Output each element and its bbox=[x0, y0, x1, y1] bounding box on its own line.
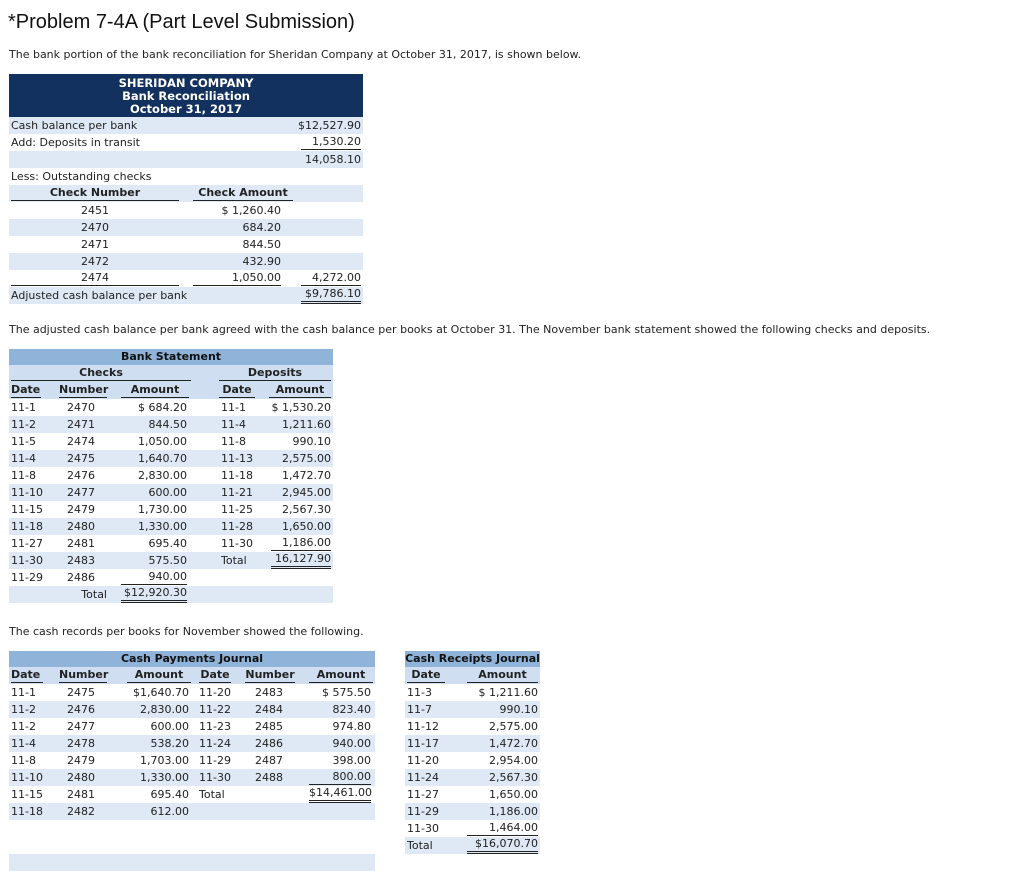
check-number: 2451 bbox=[81, 204, 109, 217]
table-row bbox=[405, 786, 540, 803]
check-amount: 695.40 bbox=[148, 537, 187, 550]
deposit-amount: 2,567.30 bbox=[282, 503, 331, 516]
cash-receipts-journal bbox=[405, 651, 540, 854]
receipt-date: 11-24 bbox=[407, 771, 439, 784]
check-date: 11-10 bbox=[11, 486, 43, 499]
cash-receipts-columns bbox=[405, 667, 540, 684]
table-row bbox=[9, 752, 375, 769]
cpj-date-header-2: Date bbox=[200, 668, 230, 681]
cpj-amount-header: Amount bbox=[127, 667, 191, 683]
check-amount: 575.50 bbox=[148, 554, 187, 567]
check-amount: 2,830.00 bbox=[138, 469, 187, 482]
cash-balance-label: Cash balance per bank bbox=[11, 119, 138, 132]
payment-number: 2485 bbox=[255, 720, 283, 733]
reconciliation-heading: Bank Reconciliation bbox=[122, 89, 250, 103]
cash-payments-rows bbox=[9, 684, 375, 871]
payment-amount: 823.40 bbox=[332, 703, 371, 716]
deposit-amount: 1,472.70 bbox=[282, 469, 331, 482]
table-row bbox=[9, 586, 333, 603]
outstanding-check-row bbox=[9, 270, 363, 287]
deposit-date-header: Date bbox=[219, 382, 255, 398]
subtotal-value: 14,058.10 bbox=[305, 153, 361, 166]
receipts-total: $16,070.70 bbox=[467, 837, 538, 854]
payment-number: 2482 bbox=[67, 805, 95, 818]
check-date: 11-1 bbox=[11, 401, 36, 414]
receipt-date: 11-3 bbox=[407, 686, 432, 699]
crj-amount-header: Amount bbox=[467, 667, 538, 683]
adjusted-label: Adjusted cash balance per bank bbox=[11, 289, 188, 302]
payment-amount: 600.00 bbox=[150, 720, 189, 733]
deposit-date: 11-8 bbox=[221, 435, 246, 448]
table-row bbox=[9, 450, 333, 467]
check-number: 2481 bbox=[67, 537, 95, 550]
table-row bbox=[9, 569, 333, 586]
table-row bbox=[405, 769, 540, 786]
deposits-row bbox=[9, 134, 363, 151]
payment-amount: 1,703.00 bbox=[140, 754, 189, 767]
receipt-amount: 990.10 bbox=[499, 703, 538, 716]
deposit-date: 11-28 bbox=[221, 520, 253, 533]
receipt-amount: 1,472.70 bbox=[489, 737, 538, 750]
deposit-amount: 1,650.00 bbox=[282, 520, 331, 533]
receipt-amount: $ 1,211.60 bbox=[478, 686, 538, 699]
payment-date: 11-2 bbox=[11, 720, 36, 733]
deposit-amount: $ 1,530.20 bbox=[271, 401, 331, 414]
reconciliation-date: October 31, 2017 bbox=[129, 102, 243, 116]
deposit-amount: 1,186.00 bbox=[271, 535, 331, 551]
deposit-date: 11-13 bbox=[221, 452, 253, 465]
receipt-date: 11-12 bbox=[407, 720, 439, 733]
receipt-amount: 2,567.30 bbox=[489, 771, 538, 784]
receipt-date: 11-7 bbox=[407, 703, 432, 716]
cash-receipts-title: Cash Receipts Journal bbox=[405, 652, 540, 665]
payment-amount: 695.40 bbox=[150, 788, 189, 801]
checks-total-label: Total bbox=[81, 588, 107, 601]
check-date-header: Date bbox=[11, 383, 41, 396]
check-number-col-header: Number bbox=[59, 383, 109, 396]
check-number: 2483 bbox=[67, 554, 95, 567]
payment-date: 11-24 bbox=[199, 737, 231, 750]
checks-total: $12,920.30 bbox=[121, 586, 187, 603]
table-row bbox=[9, 484, 333, 501]
check-number-header: Check Number bbox=[11, 185, 179, 201]
outstanding-checks bbox=[9, 202, 363, 287]
check-date: 11-5 bbox=[11, 435, 36, 448]
cpj-date-header: Date bbox=[11, 667, 43, 683]
payment-amount: 940.00 bbox=[332, 737, 371, 750]
payment-number: 2477 bbox=[67, 720, 95, 733]
check-amount: 1,330.00 bbox=[138, 520, 187, 533]
payment-number: 2486 bbox=[255, 737, 283, 750]
check-amount: 1,640.70 bbox=[138, 452, 187, 465]
table-row bbox=[9, 820, 375, 837]
payment-amount: $1,640.70 bbox=[133, 686, 189, 699]
payment-amount: $ 575.50 bbox=[322, 686, 371, 699]
payments-total-label: Total bbox=[199, 788, 225, 801]
table-row bbox=[9, 786, 375, 803]
table-row bbox=[9, 769, 375, 786]
bank-statement-rows bbox=[9, 399, 333, 603]
receipt-date: 11-17 bbox=[407, 737, 439, 750]
check-number: 2475 bbox=[67, 452, 95, 465]
check-date: 11-27 bbox=[11, 537, 43, 550]
deposits-value: 1,530.20 bbox=[301, 134, 361, 150]
payment-number: 2479 bbox=[67, 754, 95, 767]
check-date: 11-8 bbox=[11, 469, 36, 482]
check-date: 11-4 bbox=[11, 452, 36, 465]
outstanding-check-row bbox=[9, 219, 363, 236]
table-row bbox=[9, 837, 375, 854]
less-row bbox=[9, 168, 363, 185]
payment-amount: 800.00 bbox=[309, 769, 371, 785]
check-amount: 844.50 bbox=[242, 238, 281, 251]
deposit-amount: 2,575.00 bbox=[282, 452, 331, 465]
check-number: 2479 bbox=[67, 503, 95, 516]
receipt-date: 11-30 bbox=[407, 822, 439, 835]
table-row bbox=[405, 701, 540, 718]
table-row bbox=[9, 718, 375, 735]
receipt-date: 11-29 bbox=[407, 805, 439, 818]
payment-amount: 612.00 bbox=[150, 805, 189, 818]
receipt-amount: 1,650.00 bbox=[489, 788, 538, 801]
cash-balance-row bbox=[9, 117, 363, 134]
cash-payments-columns bbox=[9, 667, 375, 684]
deposit-date: 11-18 bbox=[221, 469, 253, 482]
deposit-date: 11-25 bbox=[221, 503, 253, 516]
payment-date: 11-18 bbox=[11, 805, 43, 818]
receipt-date: 11-20 bbox=[407, 754, 439, 767]
receipt-date: 11-27 bbox=[407, 788, 439, 801]
reconciliation-header bbox=[9, 74, 363, 117]
cpj-number-header-2: Number bbox=[245, 668, 295, 681]
outstanding-check-row bbox=[9, 202, 363, 219]
company-name: SHERIDAN COMPANY bbox=[118, 76, 254, 90]
payment-date: 11-1 bbox=[11, 686, 36, 699]
payment-date: 11-29 bbox=[199, 754, 231, 767]
check-number: 2471 bbox=[67, 418, 95, 431]
receipts-total-label: Total bbox=[407, 839, 433, 852]
check-number: 2480 bbox=[67, 520, 95, 533]
check-header-row bbox=[9, 185, 363, 202]
outstanding-total: 4,272.00 bbox=[301, 270, 361, 286]
check-amount: 432.90 bbox=[242, 255, 281, 268]
intro-text: The bank portion of the bank reconciliation for Sheridan Company at October 31, 2017, is shown below. bbox=[9, 48, 582, 61]
table-row bbox=[405, 752, 540, 769]
payment-number: 2483 bbox=[255, 686, 283, 699]
deposit-amount: 1,211.60 bbox=[282, 418, 331, 431]
table-row bbox=[9, 552, 333, 569]
check-number: 2474 bbox=[11, 270, 179, 286]
check-number: 2472 bbox=[81, 255, 109, 268]
check-number: 2474 bbox=[67, 435, 95, 448]
page-title: *Problem 7-4A (Part Level Submission) bbox=[8, 11, 355, 33]
payment-number: 2484 bbox=[255, 703, 283, 716]
check-number: 2470 bbox=[81, 221, 109, 234]
checks-group-label: Checks bbox=[11, 365, 191, 381]
less-label: Less: Outstanding checks bbox=[11, 170, 152, 183]
table-row bbox=[9, 501, 333, 518]
table-row bbox=[405, 684, 540, 701]
check-amount: 600.00 bbox=[148, 486, 187, 499]
adjusted-value: $9,786.10 bbox=[301, 287, 361, 304]
table-row bbox=[9, 701, 375, 718]
table-row bbox=[405, 735, 540, 752]
payment-date: 11-4 bbox=[11, 737, 36, 750]
payment-number: 2475 bbox=[67, 686, 95, 699]
deposit-amount-header: Amount bbox=[269, 382, 331, 398]
payment-number: 2480 bbox=[67, 771, 95, 784]
outstanding-check-row bbox=[9, 253, 363, 270]
bank-statement-title: Bank Statement bbox=[9, 349, 333, 365]
payment-number: 2476 bbox=[67, 703, 95, 716]
bank-statement bbox=[9, 349, 333, 603]
receipt-amount: 1,186.00 bbox=[489, 805, 538, 818]
payment-amount: 398.00 bbox=[332, 754, 371, 767]
cpj-amount-header-2: Amount bbox=[309, 667, 373, 683]
payment-amount: 2,830.00 bbox=[140, 703, 189, 716]
check-number: 2486 bbox=[67, 571, 95, 584]
table-row bbox=[9, 854, 375, 871]
middle-text: The adjusted cash balance per bank agreed with the cash balance per books at October 31. The November bank statement showed the following checks and deposits. bbox=[9, 323, 931, 336]
table-row bbox=[405, 820, 540, 837]
check-amount: 940.00 bbox=[121, 569, 187, 585]
bank-statement-columns bbox=[9, 382, 333, 399]
check-amount: $ 684.20 bbox=[138, 401, 187, 414]
payment-date: 11-22 bbox=[199, 703, 231, 716]
cash-payments-journal bbox=[9, 651, 375, 871]
table-row bbox=[9, 467, 333, 484]
deposits-label: Add: Deposits in transit bbox=[11, 136, 140, 149]
payment-number: 2478 bbox=[67, 737, 95, 750]
check-number: 2476 bbox=[67, 469, 95, 482]
cpj-number-header: Number bbox=[59, 668, 109, 681]
deposit-date: 11-21 bbox=[221, 486, 253, 499]
check-amount: 684.20 bbox=[242, 221, 281, 234]
table-row bbox=[9, 735, 375, 752]
table-row bbox=[9, 399, 333, 416]
payment-date: 11-15 bbox=[11, 788, 43, 801]
check-date: 11-18 bbox=[11, 520, 43, 533]
payment-number: 2488 bbox=[255, 771, 283, 784]
payments-total: $14,461.00 bbox=[309, 786, 371, 803]
check-amount: $ 1,260.40 bbox=[221, 204, 281, 217]
table-row bbox=[405, 803, 540, 820]
payment-number: 2487 bbox=[255, 754, 283, 767]
check-amount: 844.50 bbox=[148, 418, 187, 431]
deposit-amount: 2,945.00 bbox=[282, 486, 331, 499]
payment-date: 11-30 bbox=[199, 771, 231, 784]
payment-date: 11-20 bbox=[199, 686, 231, 699]
deposit-date: 11-4 bbox=[221, 418, 246, 431]
check-amount: 1,050.00 bbox=[138, 435, 187, 448]
table-row bbox=[405, 718, 540, 735]
receipt-amount: 2,954.00 bbox=[489, 754, 538, 767]
subtotal-row bbox=[9, 151, 363, 168]
table-row bbox=[9, 433, 333, 450]
payment-date: 11-2 bbox=[11, 703, 36, 716]
table-row bbox=[9, 518, 333, 535]
cash-receipts-rows bbox=[405, 684, 540, 854]
check-number: 2471 bbox=[81, 238, 109, 251]
check-number: 2477 bbox=[67, 486, 95, 499]
payment-date: 11-10 bbox=[11, 771, 43, 784]
table-row bbox=[9, 684, 375, 701]
check-amount-header: Check Amount bbox=[193, 185, 293, 201]
check-amount: 1,730.00 bbox=[138, 503, 187, 516]
adjusted-row bbox=[9, 287, 363, 304]
table-row bbox=[9, 535, 333, 552]
deposit-amount: 990.10 bbox=[292, 435, 331, 448]
books-text: The cash records per books for November showed the following. bbox=[9, 625, 364, 638]
check-date: 11-29 bbox=[11, 571, 43, 584]
payment-date: 11-8 bbox=[11, 754, 36, 767]
payment-amount: 538.20 bbox=[150, 737, 189, 750]
payment-date: 11-23 bbox=[199, 720, 231, 733]
payment-amount: 1,330.00 bbox=[140, 771, 189, 784]
deposits-total-label: Total bbox=[221, 554, 247, 567]
check-date: 11-2 bbox=[11, 418, 36, 431]
check-amount-col-header: Amount bbox=[121, 382, 189, 398]
cash-payments-title: Cash Payments Journal bbox=[9, 651, 375, 667]
outstanding-check-row bbox=[9, 236, 363, 253]
payment-number: 2481 bbox=[67, 788, 95, 801]
bank-statement-groups bbox=[9, 365, 333, 382]
bank-reconciliation bbox=[9, 74, 363, 304]
check-amount: 1,050.00 bbox=[193, 270, 281, 286]
table-row bbox=[405, 837, 540, 854]
deposits-group-label: Deposits bbox=[219, 365, 331, 381]
deposit-date: 11-1 bbox=[221, 401, 246, 414]
table-row bbox=[9, 416, 333, 433]
crj-date-header: Date bbox=[407, 667, 445, 683]
receipt-amount: 2,575.00 bbox=[489, 720, 538, 733]
check-number: 2470 bbox=[67, 401, 95, 414]
deposits-total: 16,127.90 bbox=[271, 552, 331, 569]
check-date: 11-15 bbox=[11, 503, 43, 516]
payment-amount: 974.80 bbox=[332, 720, 371, 733]
table-row bbox=[9, 803, 375, 820]
cash-balance-value: $12,527.90 bbox=[298, 119, 361, 132]
receipt-amount: 1,464.00 bbox=[467, 820, 538, 836]
deposit-date: 11-30 bbox=[221, 537, 253, 550]
check-date: 11-30 bbox=[11, 554, 43, 567]
